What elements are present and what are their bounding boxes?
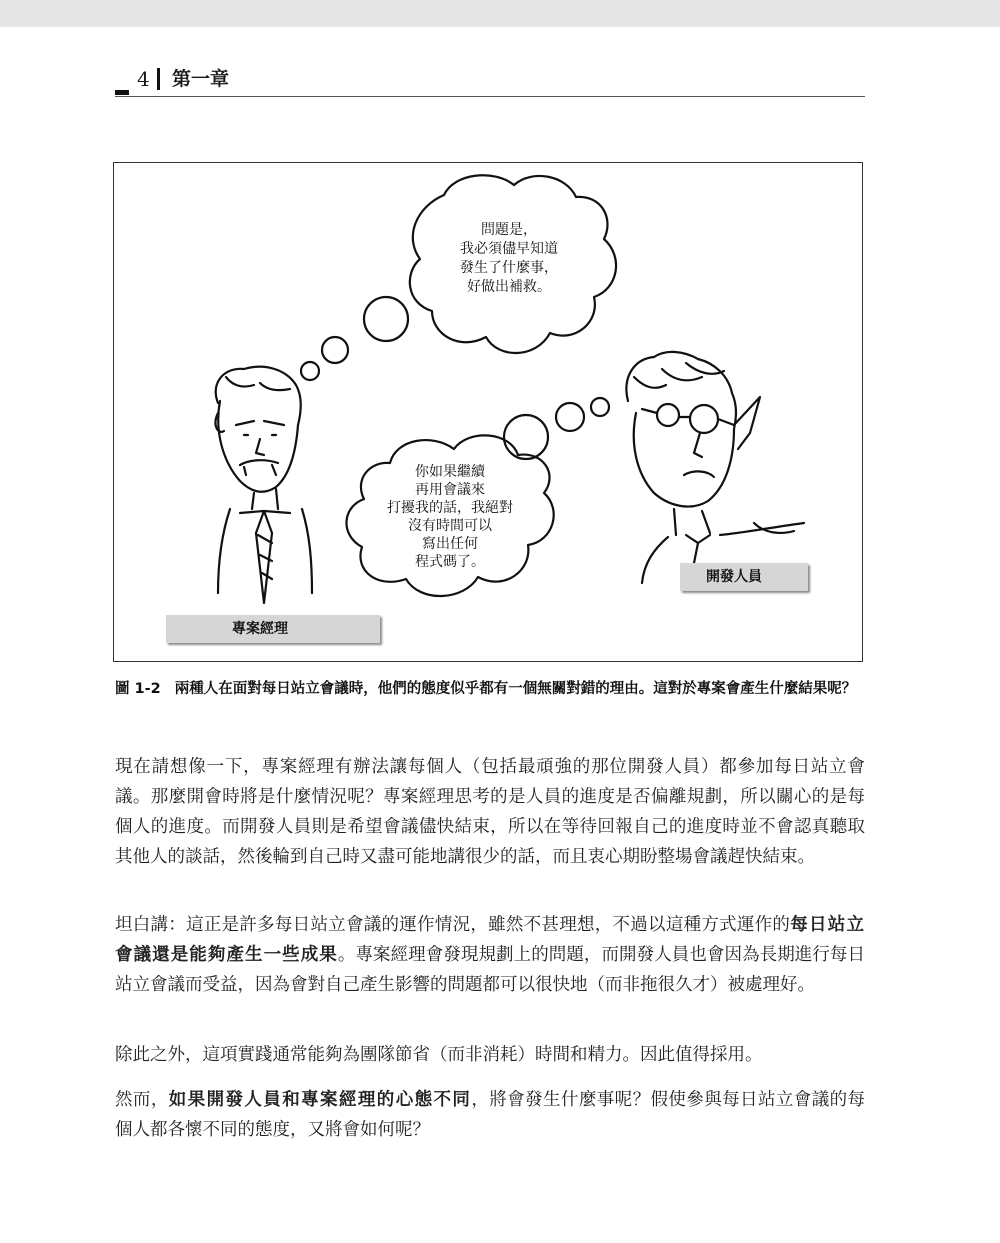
paragraph-3-text: 除此之外，這項實踐通常能夠為團隊節省（而非消耗）時間和精力。因此值得採用。	[115, 1045, 763, 1065]
speech-line: 再用會議來	[415, 482, 485, 498]
paragraph-1	[115, 752, 865, 872]
paragraph-2-text-a: 坦白講：這正是許多每日站立會議的運作情況，雖然不甚理想，不過以這種方式運作的	[115, 915, 791, 935]
thought-line: 問題是，	[481, 222, 537, 238]
chapter-title: 第一章	[172, 68, 230, 90]
label-developer: 開發人員	[680, 563, 808, 591]
paragraph-4-text-b: ，將會發生什麼事呢？假使參與每日站立會議的每個人都各懷不同的態度，又將會如何呢？	[115, 1090, 866, 1140]
thought-bubble-text	[424, 221, 594, 297]
speech-line: 寫出任何	[422, 536, 478, 552]
paragraph-1-text: 現在請想像一下，專案經理有辦法讓每個人（包括最頑強的那位開發人員）都參加每日站立會議。那麼開會時將是什麼情況呢？專案經理思考的是人員的進度是否偏離規劃，所以關心的是每個人的進度。而開發人員則是希望會議儘快結束，所以在等待回報自己的進度時並不會認真聽取其他人的談話，然後輪到自己時又盡可能地講很少的話，而且衷心期盼整場會議趕快結束。	[115, 757, 865, 867]
speech-dot-1	[504, 415, 548, 459]
caption-number: 圖 1-2	[115, 681, 161, 697]
thought-dot-3	[301, 362, 319, 380]
project-manager-figure	[216, 367, 312, 603]
thought-dot-1	[364, 297, 408, 341]
figure-1-2	[113, 162, 863, 662]
thought-dot-2	[322, 337, 348, 363]
page-header	[115, 66, 865, 98]
page-number: 4	[137, 67, 150, 91]
top-bar	[0, 0, 1000, 27]
paragraph-4	[115, 1085, 865, 1145]
header-separator	[157, 68, 160, 90]
paragraph-4-text-a: 然而，	[115, 1090, 169, 1110]
developer-figure	[626, 352, 804, 583]
paragraph-4-emphasis: 如果開發人員和專案經理的心態不同	[168, 1090, 472, 1110]
speech-line: 沒有時間可以	[408, 518, 492, 534]
figure-caption	[115, 678, 867, 700]
thought-line: 好做出補救。	[467, 279, 551, 295]
caption-text: 兩種人在面對每日站立會議時，他們的態度似乎都有一個無關對錯的理由。這對於專案會產生什麼結果呢？	[174, 681, 857, 697]
thought-line: 我必須儘早知道	[460, 241, 558, 257]
speech-line: 程式碼了。	[415, 554, 485, 570]
header-mark	[115, 90, 129, 95]
speech-dot-3	[591, 398, 609, 416]
speech-line: 打擾我的話，我絕對	[387, 500, 513, 516]
label-project-manager: 專案經理	[166, 615, 380, 643]
speech-line: 你如果繼續	[415, 464, 485, 480]
header-rule	[115, 96, 865, 97]
paragraph-2	[115, 910, 865, 1000]
paragraph-2-emphasis: 每日站立會議還是能夠產生一些成果	[115, 915, 866, 965]
thought-line: 發生了什麼事，	[460, 260, 558, 276]
paragraph-3	[115, 1040, 865, 1070]
speech-dot-2	[556, 403, 584, 431]
speech-bubble-text	[350, 463, 550, 571]
paragraph-2-text-b: 。專案經理會發現規劃上的問題，而開發人員也會因為長期進行每日站立會議而受益，因為會對自己產生影響的問題都可以很快地（而非拖很久才）被處理好。	[115, 945, 866, 995]
